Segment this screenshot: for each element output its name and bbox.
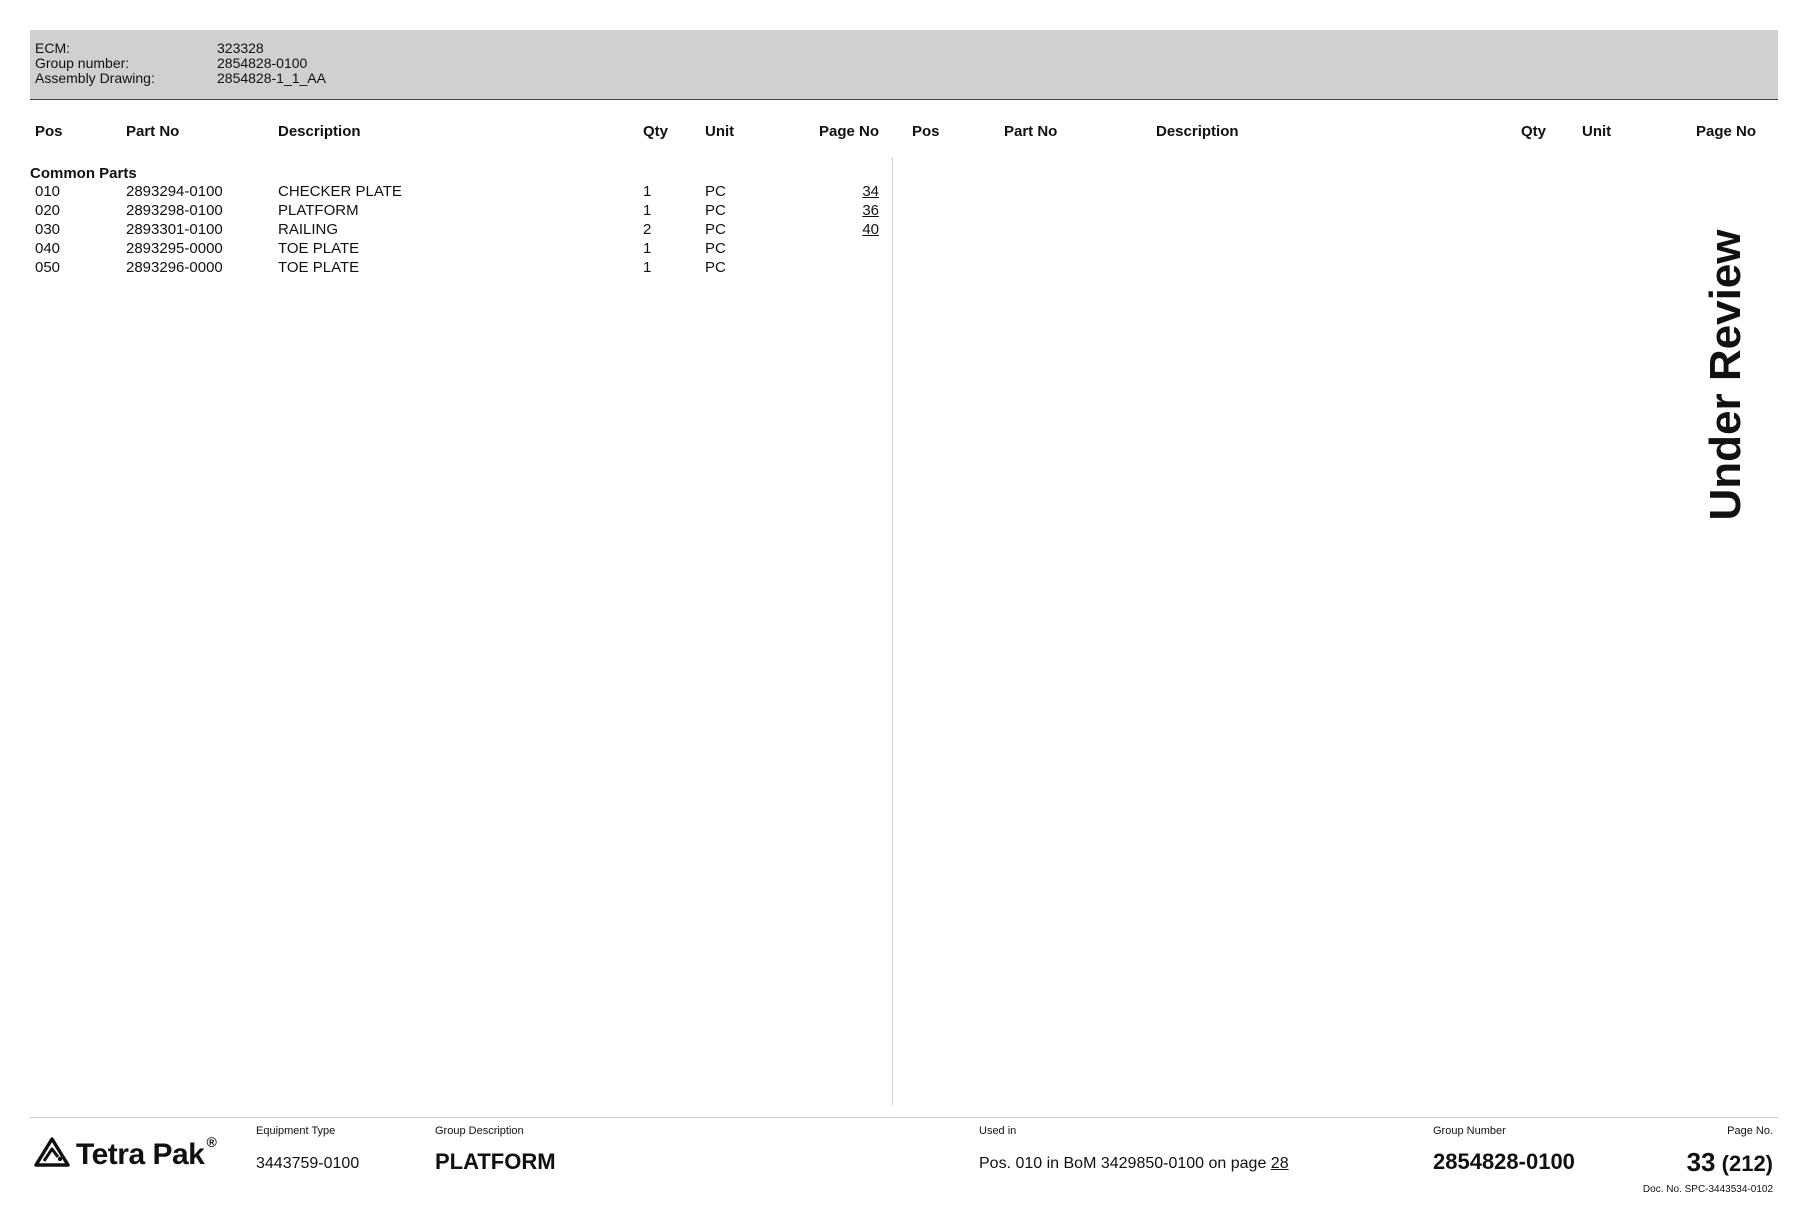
col-header-unit-right: Unit: [1582, 123, 1612, 140]
group-number-value: 2854828-0100: [217, 55, 308, 71]
col-header-description: Description: [278, 123, 361, 140]
under-review-watermark: Under Review: [1701, 229, 1750, 521]
col-header-part-no: Part No: [126, 123, 180, 140]
row-part-no: 2893298-0100: [126, 202, 223, 219]
row-pos: 040: [35, 240, 61, 257]
col-header-pos-right: Pos: [912, 123, 940, 140]
row-page-link[interactable]: 40: [862, 221, 879, 238]
row-description: TOE PLATE: [278, 240, 360, 257]
row-qty: 1: [643, 259, 652, 276]
row-part-no: 2893295-0000: [126, 240, 223, 257]
row-unit: PC: [705, 240, 726, 257]
column-divider: [892, 158, 893, 1105]
row-qty: 1: [643, 202, 652, 219]
equipment-type-value: 3443759-0100: [256, 1155, 360, 1172]
row-part-no: 2893296-0000: [126, 259, 223, 276]
section-title: Common Parts: [30, 165, 137, 182]
tetra-pak-triangle-icon: [34, 1137, 70, 1172]
row-page-link[interactable]: 34: [862, 183, 879, 200]
ecm-value: 323328: [217, 40, 264, 56]
row-unit: PC: [705, 259, 726, 276]
row-qty: 2: [643, 221, 652, 238]
header-band: [30, 30, 1778, 100]
row-description: CHECKER PLATE: [278, 183, 402, 200]
group-number-footer-value: 2854828-0100: [1433, 1149, 1575, 1174]
row-description: TOE PLATE: [278, 259, 360, 276]
row-unit: PC: [705, 202, 726, 219]
group-number-footer-label: Group Number: [1433, 1125, 1506, 1137]
logo-wordmark: Tetra Pak ®: [76, 1133, 217, 1171]
row-qty: 1: [643, 240, 652, 257]
col-header-page-no: Page No: [818, 123, 879, 140]
col-header-part-no-right: Part No: [1004, 123, 1058, 140]
used-in-label: Used in: [979, 1125, 1017, 1137]
page-no-label: Page No.: [1727, 1125, 1773, 1137]
col-header-qty-right: Qty: [1521, 123, 1547, 140]
tetra-pak-logo: [34, 1133, 217, 1172]
ecm-label: ECM:: [35, 40, 70, 56]
row-part-no: 2893294-0100: [126, 183, 223, 200]
col-header-unit: Unit: [705, 123, 735, 140]
row-pos: 030: [35, 221, 61, 238]
row-pos: 020: [35, 202, 61, 219]
row-pos: 010: [35, 183, 61, 200]
used-in-page-link[interactable]: 28: [1270, 1155, 1289, 1172]
group-description-value: PLATFORM: [435, 1149, 556, 1174]
row-description: PLATFORM: [278, 202, 359, 219]
footer-divider: [30, 1117, 1778, 1118]
row-pos: 050: [35, 259, 61, 276]
row-part-no: 2893301-0100: [126, 221, 223, 238]
used-in-value: Pos. 010 in BoM 3429850-0100 on page 28: [979, 1155, 1289, 1172]
page-number: 33 (212): [1686, 1147, 1773, 1177]
doc-number: Doc. No. SPC-3443534-0102: [1642, 1184, 1773, 1195]
col-header-pos: Pos: [35, 123, 63, 140]
row-unit: PC: [705, 183, 726, 200]
assembly-drawing-value: 2854828-1_1_AA: [217, 70, 326, 86]
equipment-type-label: Equipment Type: [256, 1125, 336, 1137]
row-description: RAILING: [278, 221, 339, 238]
group-description-label: Group Description: [435, 1125, 524, 1137]
col-header-qty: Qty: [643, 123, 669, 140]
row-qty: 1: [643, 183, 652, 200]
col-header-description-right: Description: [1156, 123, 1239, 140]
row-unit: PC: [705, 221, 726, 238]
col-header-page-no-right: Page No: [1695, 123, 1756, 140]
assembly-drawing-label: Assembly Drawing:: [35, 70, 155, 86]
row-page-link[interactable]: 36: [862, 202, 879, 219]
group-number-label: Group number:: [35, 55, 130, 71]
